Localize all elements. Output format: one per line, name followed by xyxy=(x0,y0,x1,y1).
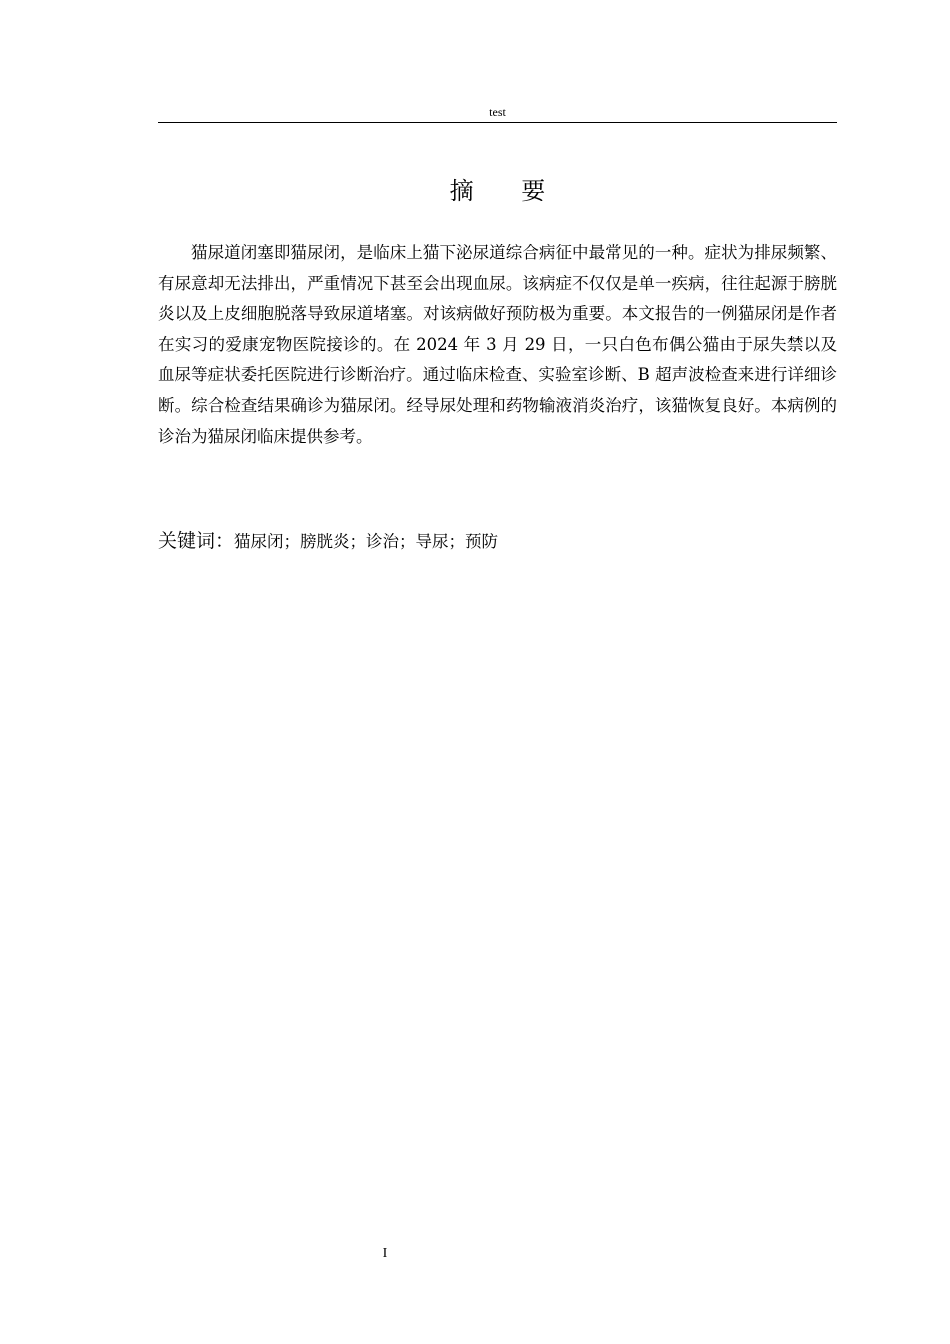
header-rule xyxy=(158,122,837,123)
keywords-line xyxy=(158,526,837,557)
abstract-title: 摘 要 xyxy=(449,177,566,205)
keywords-label: 关键词： xyxy=(158,530,235,552)
keywords-value: 猫尿闭；膀胱炎；诊治；导尿；预防 xyxy=(234,532,499,551)
page-number: I xyxy=(382,1246,388,1261)
abstract-body: 猫尿道闭塞即猫尿闭，是临床上猫下泌尿道综合病征中最常见的一种。症状为排尿频繁、有尿意却无法排出，严重情况下甚至会出现血尿。该病症不仅仅是单一疾病，往往起源于膀胱炎以及上皮细胞脱落导致尿道堵塞。对该病做好预防极为重要。本文报告的一例猫尿闭是作者在实习的爱康宠物医院接诊的。在 2024 年 3 月 29 日，一只白色布偶公猫由于尿失禁以及血尿等症状委托医院进行诊断治疗。通过临床检查、实验室诊断、B 超声波检查来进行详细诊断。综合检查结果确诊为猫尿闭。经导尿处理和药物输液消炎治疗，该猫恢复良好。本病例的诊治为猫尿闭临床提供参考。 xyxy=(158,243,837,446)
running-header: test xyxy=(489,105,506,119)
